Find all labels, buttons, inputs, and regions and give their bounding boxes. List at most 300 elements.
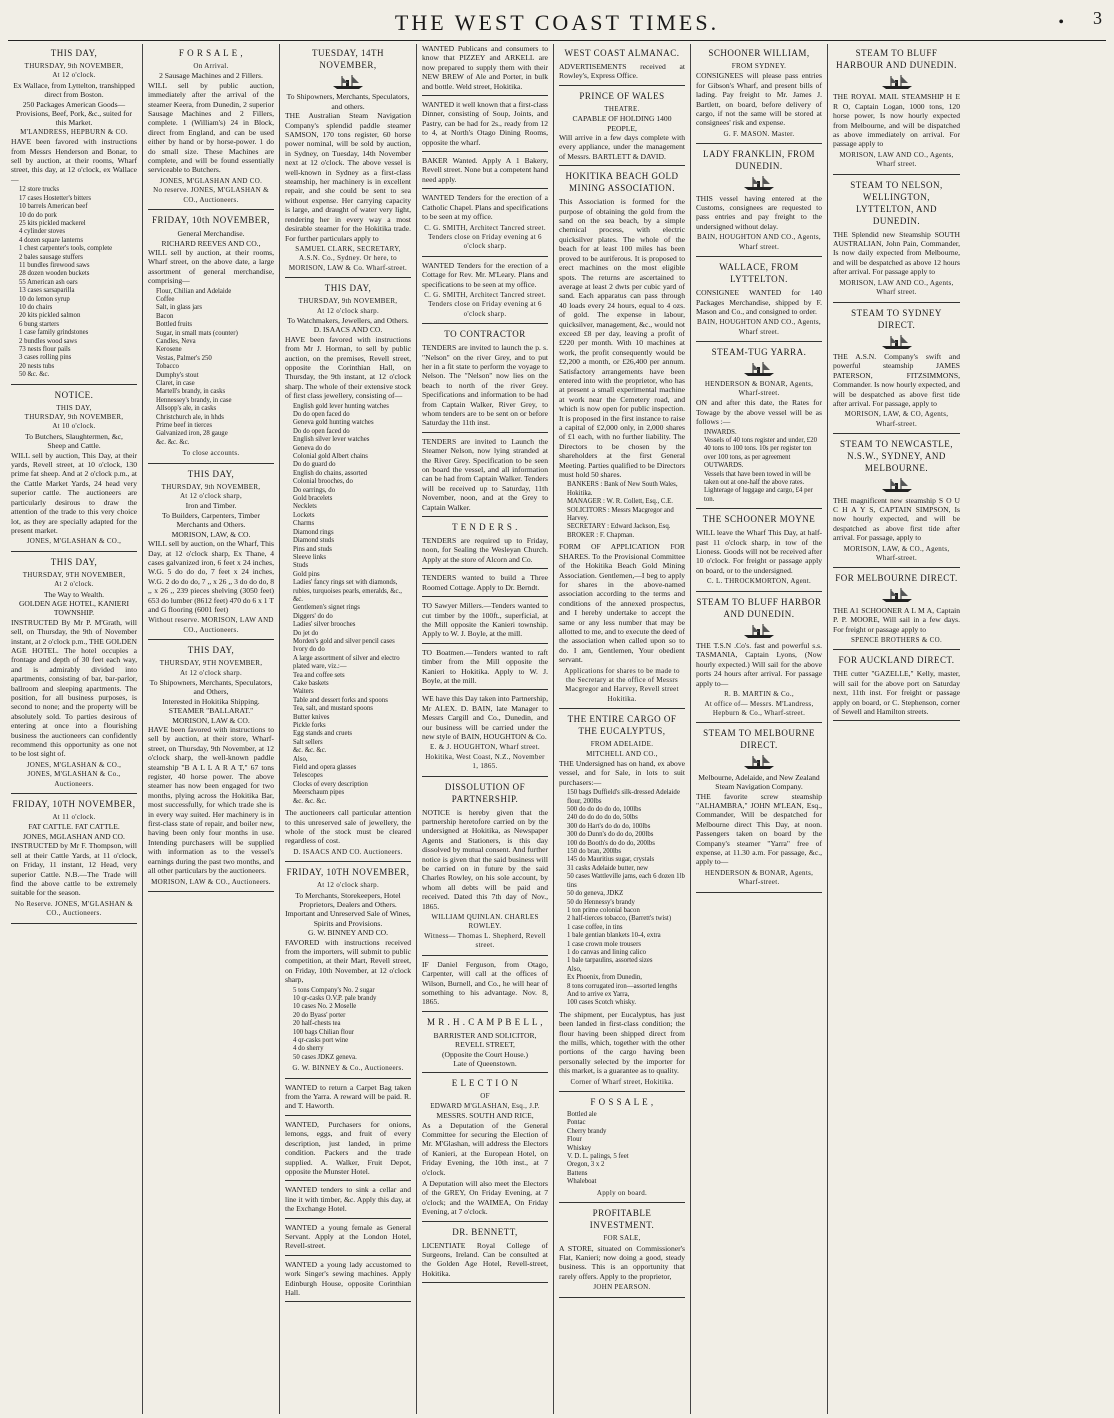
ad-text: TO Boatmen.—Tenders wanted to raft timber from the Mill opposite the Kanieri to Hokitika. Apply to W. J. Boyle, at the mill. [422,647,548,685]
ad-text: A STORE, situated on Commissioner's Flat, Kanieri; now doing a good, steady business. This is an opportunity that rarely offers. Apply to the proprietor, [559,1243,685,1281]
ad-subheading: FAT CATTLE. FAT CATTLE. [28,822,120,832]
ad-signature: C. L. THROCKMORTON, Agent. [706,577,812,586]
list-item: &c. &c. &c. [156,438,190,446]
item-list [293,987,411,1063]
list-item: Dumphy's stout [156,371,199,379]
advertisement [285,866,411,1074]
list-item: BANKERS : Bank of New South Wales, Hokitika. [567,481,678,497]
ad-signature: SAMUEL CLARK, SECRETARY, [295,244,401,253]
list-item: 4 dozen square lanterns [19,236,83,244]
list-item: Pontac [567,1119,586,1127]
ad-heading: THE SCHOONER MOYNE [702,514,816,525]
ad-subheading: Iron and Timber. [185,501,237,511]
ad-footer: Apply on board. [596,1188,648,1197]
ad-heading: THURSDAY, 9th NOVEMBER, [161,482,261,491]
ad-heading: EDWARD M'GLASHAN, Esq., J.P. [430,1101,540,1110]
advertisement [833,572,960,645]
list-item: English gold lever hunting watches [293,402,389,410]
ad-subheading: 2 Sausage Machines and 2 Fillers. [159,71,263,81]
ad-heading: THURSDAY, 9th NOVEMBER, [24,413,124,422]
ad-text: TENDERS are invited to Launch the Steamer Nelson, now lying stranded at the River Grey. Specification to be seen on board the vessel, and all information can be had from Captain Walker. Tenders will be received up to Saturday, 11th November, noon, and at the Grey to Captain Walker. [422,436,548,512]
ad-separator [11,793,137,794]
list-item: Christchurch ale, in hhds [156,413,224,421]
item-list [567,1111,685,1187]
ad-footer: A.S.N. Co., Sydney. Or here, to MORISON, LAW & Co. Wharf-street. [288,254,408,272]
advertisement [422,781,548,951]
item-list [156,288,274,448]
advertisement [559,713,685,1087]
list-item: 50 do Hennessy's brandy [567,898,635,906]
list-item: Vessels that have been towed in will be taken out at one-half the above rates. [704,470,811,486]
ad-heading: THIS DAY, [56,403,92,412]
ad-separator [422,568,548,569]
ad-text: WILL leave the Wharf This Day, at half-past 11 o'clock sharp, in tow of the Lioness. Goods will not be received after 10 o'clock. For freight or passage apply on board, or to the undersigned. [696,528,822,575]
ad-heading: FRIDAY, 10th NOVEMBER, [151,215,271,226]
ship-icon [696,754,822,772]
ad-heading: FOR AUCKLAND DIRECT. [838,655,955,666]
list-item: 17 cases Hostetter's bitters [19,194,92,202]
list-item: 13 cases sarsaparilla [19,287,75,295]
ad-heading: At 12 o'clock sharp. [316,881,380,890]
newspaper-column [6,44,143,1414]
ad-heading: THIS DAY, [50,556,98,567]
ad-text: A Deputation will also meet the Electors of the GREY, On Friday Evening, at 7 o'clock; and the WAIMEA, On Friday Evening, at 7 o'clock. [422,1179,548,1217]
ad-heading: PRINCE OF WALES [579,90,665,101]
list-item: &c. &c. &c. [293,747,327,755]
ship-icon [696,175,822,193]
list-item: Lighterage of luggage and cargo, £4 per ton. [704,487,813,503]
list-item: Sugar, in small mats (counter) [156,329,238,337]
ad-subheading: REVELL STREET, [455,1040,515,1050]
list-item: 10 do do pork [19,211,57,219]
advertisement [696,346,822,504]
ad-separator [559,165,685,166]
ad-separator [696,591,822,592]
ad-separator [833,649,960,650]
advertisement [285,1185,411,1213]
list-item: 50 cases JDKZ geneva. [293,1053,357,1061]
ad-heading: STEAM TO BLUFF HARBOR AND DUNEDIN. [696,596,822,619]
item-list [704,429,822,505]
ad-separator [833,174,960,175]
ad-signature: M'LANDRESS, HEPBURN & CO. [20,127,128,136]
item-list [19,186,137,379]
list-item: Claret, in case [156,380,195,387]
list-item: SOLICITORS : Messrs Macgregor and Harvey. [567,506,674,523]
ad-heading: E L E C T I O N [451,1078,519,1089]
ad-text: As a Deputation of the General Committee for securing the Election of Mr. M'Glashan, will address the Electors of Kanieri, at the European Hotel, on Friday Evening, the 10th inst., at 7 o'clock. [422,1120,548,1177]
ad-separator [833,302,960,303]
ad-heading: STEAM TO SYDNEY DIRECT. [851,307,942,330]
ad-footer: No Reserve. JONES, M'GLASHAN & CO., Auctioneers. [15,899,133,918]
list-item: Lockets [293,511,315,519]
ad-separator [285,1078,411,1079]
ad-text: THE magnificent new steamship S O U C H A Y S, CAPTAIN SIMPSON, Is now hourly expected, and will be despatched as above first tide after arrival. For passage, apply to [833,495,960,543]
ad-footer: Without reserve. MORISON, LAW AND CO., Auctioneers. [148,616,274,634]
ad-text: BAKER Wanted. Apply A 1 Bakery, Revell street. None but a competent hand need apply. [422,156,548,184]
ad-text: WANTED a young lady accustomed to work Singer's sewing machines. Apply Edinburgh House, opposite Corinthian Hall. [285,1259,411,1297]
ad-text: The auctioneers call particular attention to this unreserved sale of jewellery, the whole of the stock must be cleared regardless of cost. [285,808,411,846]
ad-separator [148,639,274,640]
ad-heading: THIS DAY, [187,468,235,479]
ad-heading: FRIDAY, 10TH NOVEMBER, [12,799,136,810]
ad-text: WILL sell by auction, This Day, at their yards, Revell street, at 10 o'clock, 130 prime fat sheep. And at 2 o'clock p.m., at the Cattle Market Yards, 24 head very superior cattle. The auctioneers are particularly desirous to draw the attention of the trade to this very choice lot, as they are specially adapted for the present market. [11,450,137,535]
list-item: OUTWARDS. [704,462,744,470]
list-item: Galvanized iron, 28 gauge [156,430,228,438]
ad-text: This Association is formed for the purpose of obtaining the gold from the sand on the sea beach, by a simple chemical process, with electric quicksilver plates. The whole of the beach for at least 100 miles has been proved to be auriferous. It is proposed to erect machines on the most eligible spots. The returns are ascertained to average at least 2 dwts per cubic yard of sand. Each apparatus can pass through 40 loads every 24 hours, equal to 4 ozs. of gold. The expense in labour, quicksilver, management, &c., would not exceed £8 per day, leaving a profit of £220 per month. With 10 machines at work, the profit consequently would be £2,200 a month, or £26,400 per annum. Satisfactory arrangements have been entered into with the proprietor, who has at present a small experimental machine at work near the Cemetery road, and which is now open for public inspection. It is proposed in the first instance to raise a capital of £2,000 only, in 2,000 shares of £1 each, with no further liability. The Directors to be chosen by the shareholders at the first General Meeting. Parties qualified to be Directors must hold 50 shares. [559,197,685,480]
ad-signature: MORISON, LAW AND CO., Agents, Wharf street. [839,150,954,169]
list-item: 2 bales sausage stuffers [19,253,83,261]
ship-icon [833,334,960,352]
list-item: Gentlemen's signet rings [293,604,360,612]
ad-text: The shipment, per Eucalyptus, has just been landed in first-class condition; the flour having been shipped direct from the mills, which, together with the other portions of the cargo having been personally selected by the importer for this market, is a guarantee as to quality. [559,1009,685,1076]
ad-text: HAVE been favored with instructions from Messrs Henderson and Bonar, to sell by auction, at their rooms, Wharf street, this day, at 12 o'clock, ex Wallace— [11,137,137,184]
columns-container [6,44,1108,1414]
ad-footer: Applications for shares to be made to the Secretary at the office of Messrs Macgregor and Harvey, Revell street Hokitika. [564,666,680,703]
ad-separator [559,1202,685,1203]
list-item: Meerschaum pipes [293,789,345,797]
ad-subheading: To Butchers, Slaughtermen, &c, [25,431,123,441]
ad-footer: At office of— Messrs. M'Landress, Hepburn & Co., Wharf-street. [704,699,814,717]
ad-heading: THURSDAY, 9th NOVEMBER, [298,297,398,306]
ad-subheading: General Merchandise. [177,229,245,239]
ad-separator [148,891,274,892]
newspaper-column [691,44,828,1414]
advertisement [148,214,274,459]
list-item: Diamond rings [293,528,334,536]
list-item: Field and opera glasses [293,764,357,772]
advertisement [422,1226,548,1279]
ad-subheading: Melbourne, Adelaide, and New Zealand Steam Navigation Company. [698,772,820,792]
advertisement [422,193,548,251]
list-item: Do do open faced do [293,411,350,418]
ad-subheading: To Watchmakers, Jewellers, and Others. [287,315,409,325]
ad-signature: JONES, M'GLASHAN & CO., [26,760,122,769]
list-item: 4 do sherry [293,1045,324,1053]
ad-separator [422,955,548,956]
list-item: Egg stands and cruets [293,730,353,738]
list-item: Necklets [293,503,317,511]
ad-separator [422,151,548,152]
list-item: Hennessey's brandy, in case [156,396,232,404]
list-item: Ladies' silver brooches [293,621,356,629]
list-item: Do do open faced do [293,427,350,435]
ad-subheading: JONES, MGLASHAN AND CO. [23,831,125,841]
advertisement [559,1096,685,1198]
list-item: 6 bung starters [19,320,60,328]
ad-separator [422,95,548,96]
masthead-title: THE WEST COAST TIMES. [394,10,720,35]
advertisement [148,47,274,205]
list-item: Studs [293,562,309,570]
list-item: 10 qr-casks O.V.P. pale brandy [293,995,377,1002]
advertisement [833,307,960,430]
ad-heading: SCHOONER WILLIAM, [708,48,810,58]
ad-separator [285,1255,411,1256]
ad-text: CONSIGNEE WANTED for 140 Packages Merchandise, shipped by F. Mason and Co., and consigned to order. [696,288,822,316]
list-item: 10 do lemon syrup [19,295,70,303]
ad-footer: JONES, M'GLASHAN & Co., Auctioneers. [27,770,121,788]
ad-subheading: To Builders, Carpenters, Timber Merchants and Others. [162,510,260,530]
ad-heading: At 12 o'clock. [52,71,96,80]
list-item: Diamond studs [293,537,334,545]
ad-subheading: Late of Queenstown. [453,1058,517,1068]
ad-subheading: MORISON, LAW, & CO. [171,529,251,539]
ad-heading: WEST COAST ALMANAC. [564,48,680,58]
ad-heading: DR. BENNETT, [452,1226,518,1237]
list-item: 300 do Hart's do do do, 100lbs [567,822,651,830]
advertisement [422,328,548,428]
ad-separator [422,1221,548,1222]
advertisement [696,47,822,139]
list-item: 20 do Byass' porter [293,1011,346,1019]
list-item: 1 bale gentian blankets 10-4, extra [567,932,661,940]
list-item: 1 bale tarpaulins, assorted sizes [567,957,653,965]
ad-heading: THURSDAY, 9TH NOVEMBER, [22,570,126,579]
ad-separator [422,1282,548,1283]
list-item: 2 bundles wood saws [19,337,77,345]
newspaper-column [554,44,691,1414]
list-item: Candles, Neva [156,337,196,345]
newspaper-column [143,44,280,1414]
list-item: A large assortment of silver and electro plated ware, viz.:— [293,654,400,671]
list-item: Vessels of 40 tons register and under, £20 [704,436,817,444]
ad-heading: M R . H . C A M P B E L L , [426,1016,543,1027]
list-item: Kerosene [156,346,182,354]
ad-separator [285,277,411,278]
advertisement [422,648,548,686]
ad-text: THE T.S.N .Co's. fast and powerful s.s. TASMANIA, Captain Lyons, (Now hourly expected.) Will sail for the above ports 24 hours after arrival. For passage apply to— [696,641,822,688]
list-item: BROKER : F. Chapman. [567,531,635,539]
ad-heading: At 12 o'clock sharp, [179,492,243,501]
ship-icon [696,361,822,379]
advertisement [422,44,548,91]
ad-separator [422,643,548,644]
list-item: Flour [567,1136,582,1144]
list-item: 50 cases Wattleville jams, each 6 dozen 1lb tins [567,873,685,889]
list-item: INWARDS. [704,428,737,436]
item-list [567,789,685,1008]
advertisement [148,468,274,636]
ad-separator [422,256,548,257]
list-item: Do earrings, do [293,486,336,494]
ad-text: THE Undersigned has on hand, ex above vessel, and for Sale, in lots to suit purchasers:— [559,759,685,787]
ad-heading: WALLACE, FROM LYTTELTON. [719,262,799,285]
advertisement [422,601,548,639]
ad-text: ADVERTISEMENTS received at Rowley's, Express Office. [559,62,685,81]
masthead [0,0,1114,44]
ad-text: WANTED, Purchasers for onions, lemons, eggs, and fruit of every description, just landed, in prime condition. Packers and the trade supplied. A. Walker, Fruit Depot, opposite the Munster Hotel. [285,1119,411,1176]
ad-signature: MITCHELL AND CO., [586,749,658,758]
advertisement [11,556,137,789]
list-item: 4 cylinder stoves [19,228,66,236]
list-item: English do chains, assorted [293,469,367,477]
ad-signature: MORISON, LAW AND CO., Agents, Wharf street. [839,278,954,297]
list-item: 3 cases rolling pins [19,354,72,362]
ad-separator [11,384,137,385]
advertisement [422,261,548,319]
item-list [293,403,411,807]
ad-text: WANTED a young female as General Servant. Apply at the London Hotel, Revell-street. [285,1222,411,1251]
advertisement [148,644,274,887]
advertisement [422,694,548,771]
ad-text: THE Australian Steam Navigation Company's splendid paddle steamer SAMSON, 170 tons register, 60 horse power nominal, will be sold by auction, in Sydney, on Tuesday, 14th November next at 12 o'clock. The above vessel is well-known in Sydney as a first-class steamship, her machinery is in excellent repair, and she could be sent to sea without expense. Her carrying capacity is large, and draught of water very light, rendering her in every way a most desirable steamer for the Hokitika trade. For further particulars apply to [285,111,411,243]
list-item: Bacon [156,312,174,320]
advertisement [559,1207,685,1292]
ad-separator [422,1072,548,1073]
advertisement [11,47,137,380]
list-item: Clocks of every description [293,780,368,788]
advertisement [696,261,822,337]
advertisement [285,1083,411,1111]
ad-separator [559,708,685,709]
ad-text: WILL sell by auction, on the Wharf, This Day, at 12 o'clock sharp, Ex Thane, 4 cases galvanized iron, 6 feet x 24 inches, W.G. 5 do do do, 7 feet x 24 inches, W.G. 2 do do do, 7 ,, x 26 ,, 3 do do do, 8 ,, x 26 ,, 239 pieces shelving (3050 feet) 653 do lumber (8612 feet) 470 do 6 x 1 T and G flooring (6001 feet) [148,539,274,614]
list-item: Whaleboat [567,1178,597,1186]
advertisement [833,438,960,563]
ad-footer: G. W. BINNEY & Co., Auctioneers. [292,1064,404,1073]
ad-text: THE favorite screw steamship "ALHAMBRA," JOHN M'LEAN, Esq., Commander, Will be despatched for Melbourne direct This Day, at noon. Passengers taken on board by the Company's steamer "Yarra" free of expense, at 11.30 a.m. For passage, &c., apply to— [696,791,822,867]
ad-subheading: The Way to Wealth. [43,589,105,599]
list-item: 1 case coffee, in tins [567,923,623,931]
ad-text: TENDERS wanted to build a Three Roomed Cottage. Apply to Dr. Berndt. [422,573,548,592]
ad-heading: FROM SYDNEY. [731,62,787,70]
newspaper-column [417,44,554,1414]
list-item: V. D. L. palings, 5 feet [567,1153,629,1161]
list-item: Bottled fruits [156,321,193,329]
ad-text: THIS vessel having entered at the Customs, consignees are requested to pass entries and pay freight to the undersigned without delay. [696,193,822,231]
ad-heading: TO CONTRACTOR [444,329,526,340]
list-item: 11 bundles firewood saws [19,261,90,269]
ad-subheading: 250 Packages American Goods—Provisions, Beef, Pork, &c., suited for this Market. [15,99,132,128]
ad-footer: Hokitika, West Coast, N.Z., November 1, 1865. [425,752,545,771]
list-item: Coffee [156,295,175,303]
advertisement [833,47,960,170]
item-list [567,481,685,540]
list-item: Pickle forks [293,722,326,730]
list-item: Prime beef in tierces [156,422,213,430]
list-item: 8 tons corrugated iron—assorted lengths [567,982,678,990]
ad-signature: JOHN PEARSON. [593,1283,651,1292]
list-item: Allsopp's ale, in casks [156,405,217,413]
list-item: Colonial brooches, do [293,478,353,486]
ad-text: TENDERS are required up to Friday, noon, for Sealing the Wesleyan Church. Apply at the store of Alcorn and Co. [422,536,548,564]
ad-signature: BAIN, HOUGHTON AND CO., Agents, Wharf street. [697,318,821,336]
page-number: 3 [1093,8,1102,28]
list-item: Oregon, 3 x 2 [567,1161,605,1169]
list-item: 10 do chairs [19,303,53,311]
list-item: Pins and studs [293,545,332,553]
ad-footer: MORISON, LAW & CO., Auctioneers. [151,877,271,886]
list-item: 100 do Booth's do do do, 200lbs [567,839,655,847]
advertisement [11,389,137,547]
ad-heading: At 11 o'clock. [52,813,96,822]
advertisement [833,654,960,716]
list-item: Butter knives [293,713,330,721]
ad-heading: FROM ADELAIDE. [590,740,654,749]
list-item: Whiskey [567,1144,592,1152]
ad-signature: MORISON, LAW, & CO, Agents, Wharf-street. [844,410,949,428]
ad-heading: STEAM-TUG YARRA. [711,347,807,358]
list-item: Do jet do [293,629,319,637]
ad-separator [148,463,274,464]
ad-text: THE A1 SCHOONER A L M A, Captain P. P. MOORE, Will sail in a few days. For freight or passage apply to [833,605,960,634]
list-item: 5 tons Company's No. 2 sugar [293,986,375,994]
ship-icon [833,74,960,92]
ad-text: THE ROYAL MAIL STEAMSHIP H E R O, Captain Logan, 1000 tons, 120 horse power, Is now hourly expected from Melbourne, and will be dispatched as above immediately on arrival. For passage apply to [833,92,960,149]
list-item: 1 case family grindstones [19,329,89,337]
list-item: 40 tons to 100 tons. 10s per register ton [704,445,812,453]
ad-signature: BAIN, HOUGHTON AND CO., Agents, Wharf street. [697,233,821,251]
ad-subheading: BARRISTER AND SOLICITOR, [433,1030,537,1040]
ad-separator [559,85,685,86]
ad-subheading: Interested in Hokitika Shipping. [162,696,260,706]
list-item: English silver lever watches [293,436,370,444]
list-item: And to arrive ex Yarra, [567,990,630,998]
ad-subheading: To Shipowners, Merchants, Speculators, and others. [286,92,410,111]
list-item: Ex Phoenix, from Dunedin, [567,974,642,982]
ad-separator [285,1301,411,1302]
ad-heading: At 12 o'clock sharp. [316,306,380,315]
ad-heading: STEAM TO BLUFF HARBOUR AND DUNEDIN. [836,48,957,70]
advertisement [696,596,822,719]
ad-subheading: MESSRS. SOUTH AND RICE, [436,1111,534,1121]
ad-heading: At 10 o'clock. [52,422,96,431]
ad-separator [11,551,137,552]
ad-subheading: (Opposite the Court House.) [441,1049,529,1059]
ad-subheading: D. ISAACS AND CO. [313,325,383,335]
list-item: Colonial gold Albert chains [293,453,368,461]
list-item: Morden's gold and silver pencil cases [293,637,395,645]
ad-separator [833,433,960,434]
list-item: 20 nests tubs [19,362,55,370]
list-item: 240 do do do do do, 50lbs [567,814,638,822]
list-item: Vestas, Palmer's 250 [156,354,212,362]
ad-text: FORM OF APPLICATION FOR SHARES. To the Provisional Committee of the Hokitika Beach Gold Mining Association. Gentlemen,—I beg to apply for shares in the above-named association according to the terms and conditions of the annexed prospectus, and I hereby undertake to accept the same or any less number that may be allotted to me, and to execute the deed of the association when called upon so to do. I am, Gentlemen, Your obedient servant. [559,542,685,665]
advertisement [422,156,548,184]
list-item: 145 do Mauritius sugar, crystals [567,856,655,864]
ad-text: WANTED Tenders for the erection of a Catholic Chapel. Plans and specifications to be seen at my office. [422,193,548,222]
ad-signature: R. B. MARTIN & Co., [724,690,794,699]
ad-subheading: STEAMER "BALLARAT." [168,706,254,716]
ad-heading: THURSDAY, 9TH NOVEMBER, [159,659,263,668]
list-item: 1 chest carpenter's tools, complete [19,245,113,253]
list-item: Tea, salt, and mustard spoons [293,705,373,713]
ad-heading: At 2 o'clock. [54,580,94,589]
list-item: 150 bags Duffield's silk-dressed Adelaide flour, 200lbs [567,789,680,805]
ad-footer: D. ISAACS AND CO. Auctioneers. [293,847,403,856]
ad-heading: PROFITABLE INVESTMENT. [589,1208,655,1231]
advertisement [11,798,137,918]
list-item: 50 &c. &c. [19,371,50,379]
advertisement [696,727,822,887]
ad-separator [833,720,960,721]
advertisement [422,960,548,1007]
list-item: Gold pins [293,570,320,578]
list-item: 100 bags Chilian flour [293,1028,354,1036]
ad-signature: G. F. MASON. Master. [723,129,795,138]
list-item: 28 dozen wooden buckets [19,270,90,278]
list-item: Diggers' do do [293,612,333,620]
ad-separator [11,923,137,924]
list-item: Cake baskets [293,680,329,687]
newspaper-column [828,44,965,1414]
ad-heading: STEAM TO MELBOURNE DIRECT. [703,728,815,751]
ad-separator [422,188,548,189]
ad-text: THE A.S.N. Company's swift and powerful steamship JAMES PATERSON, FITZSIMMONS, Commander. Is now hourly expected, and will be despatched as above first tide after arrival. For passage, apply to [833,351,960,408]
ad-heading: THIS DAY, [187,645,235,656]
ad-signature: SPENCE BROTHERS & CO. [850,636,943,645]
advertisement [285,47,411,273]
